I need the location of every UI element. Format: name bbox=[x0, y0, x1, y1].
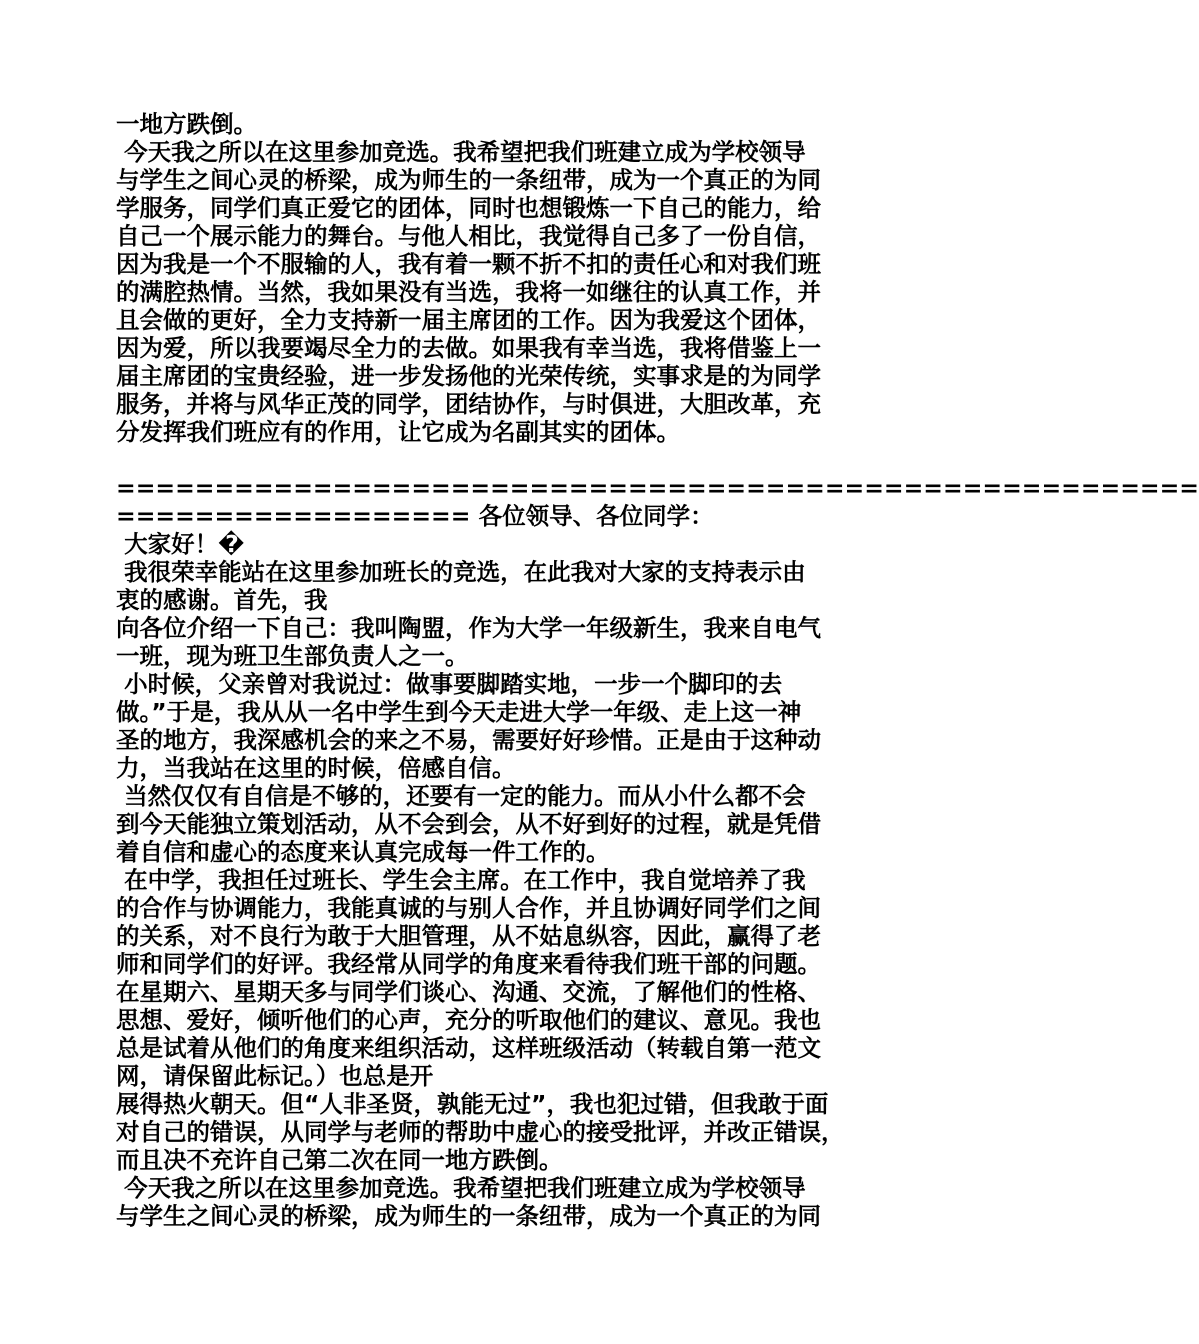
text-line: 在星期六、星期天多与同学们谈心、沟通、交流，了解他们的性格、 bbox=[116, 978, 821, 1006]
text-line: 服务，并将与风华正茂的同学，团结协作，与时俱进，大胆改革，充 bbox=[116, 390, 821, 418]
text-line: 一班，现为班卫生部负责人之一。 bbox=[116, 642, 469, 670]
text-line: 小时候，父亲曾对我说过：做事要脚踏实地，一步一个脚印的去 bbox=[116, 670, 783, 698]
text-line: 总是试着从他们的角度来组织活动，这样班级活动（转载自第一范文 bbox=[116, 1034, 821, 1062]
text-line: 师和同学们的好评。我经常从同学的角度来看待我们班干部的问题。 bbox=[116, 950, 821, 978]
text-line: 大家好！� bbox=[116, 530, 245, 558]
text-line: 我很荣幸能站在这里参加班长的竞选，在此我对大家的支持表示由 bbox=[116, 558, 806, 586]
text-line: 对自己的错误，从同学与老师的帮助中虚心的接受批评，并改正错误， bbox=[116, 1118, 845, 1146]
paragraph-gap bbox=[116, 446, 876, 474]
speech-text-block-1 bbox=[116, 110, 876, 446]
text-line: 的合作与协调能力，我能真诚的与别人合作，并且协调好同学们之间 bbox=[116, 894, 821, 922]
text-line: 展得热火朝天。但“人非圣贤，孰能无过”，我也犯过错，但我敢于面 bbox=[116, 1090, 829, 1118]
text-line: 与学生之间心灵的桥梁，成为师生的一条纽带，成为一个真正的为同 bbox=[116, 166, 821, 194]
text-line: 在中学，我担任过班长、学生会主席。在工作中，我自觉培养了我 bbox=[116, 866, 806, 894]
text-line: 因为我是一个不服输的人，我有着一颗不折不扣的责任心和对我们班 bbox=[116, 250, 821, 278]
text-line: 因为爱，所以我要竭尽全力的去做。如果我有幸当选，我将借鉴上一 bbox=[116, 334, 821, 362]
text-line: 今天我之所以在这里参加竞选。我希望把我们班建立成为学校领导 bbox=[116, 138, 806, 166]
text-line: 而且决不充许自己第二次在同一地方跌倒。 bbox=[116, 1146, 563, 1174]
document-page bbox=[116, 110, 1199, 1230]
text-line: 一地方跌倒。 bbox=[116, 110, 257, 138]
text-line: ================== 各位领导、各位同学： bbox=[116, 502, 714, 530]
text-line: 分发挥我们班应有的作用，让它成为名副其实的团体。 bbox=[116, 418, 680, 446]
speech-text-block-2 bbox=[116, 474, 1199, 1230]
text-line: 做。”于是，我从从一名中学生到今天走进大学一年级、走上这一神 bbox=[116, 698, 802, 726]
text-line: ======================================================= bbox=[116, 474, 1199, 502]
text-line: 的关系，对不良行为敢于大胆管理，从不姑息纵容，因此，赢得了老 bbox=[116, 922, 821, 950]
text-line: 今天我之所以在这里参加竞选。我希望把我们班建立成为学校领导 bbox=[116, 1174, 806, 1202]
text-line: 力，当我站在这里的时候，倍感自信。 bbox=[116, 754, 516, 782]
text-line: 到今天能独立策划活动，从不会到会，从不好到好的过程，就是凭借 bbox=[116, 810, 821, 838]
text-line: 且会做的更好，全力支持新一届主席团的工作。因为我爱这个团体， bbox=[116, 306, 821, 334]
text-line: 与学生之间心灵的桥梁，成为师生的一条纽带，成为一个真正的为同 bbox=[116, 1202, 821, 1230]
text-line: 网，请保留此标记。）也总是开 bbox=[116, 1062, 434, 1090]
text-line: 届主席团的宝贵经验，进一步发扬他的光荣传统，实事求是的为同学 bbox=[116, 362, 821, 390]
text-line: 自己一个展示能力的舞台。与他人相比，我觉得自己多了一份自信， bbox=[116, 222, 821, 250]
text-line: 当然仅仅有自信是不够的，还要有一定的能力。而从小什么都不会 bbox=[116, 782, 806, 810]
text-line: 思想、爱好，倾听他们的心声，充分的听取他们的建议、意见。我也 bbox=[116, 1006, 821, 1034]
text-line: 向各位介绍一下自己：我叫陶盟，作为大学一年级新生，我来自电气 bbox=[116, 614, 821, 642]
text-line: 的满腔热情。当然，我如果没有当选，我将一如继往的认真工作，并 bbox=[116, 278, 821, 306]
text-line: 学服务，同学们真正爱它的团体，同时也想锻炼一下自己的能力，给 bbox=[116, 194, 821, 222]
text-line: 衷的感谢。首先，我 bbox=[116, 586, 328, 614]
text-line: 着自信和虚心的态度来认真完成每一件工作的。 bbox=[116, 838, 610, 866]
text-line: 圣的地方，我深感机会的来之不易，需要好好珍惜。正是由于这种动 bbox=[116, 726, 821, 754]
